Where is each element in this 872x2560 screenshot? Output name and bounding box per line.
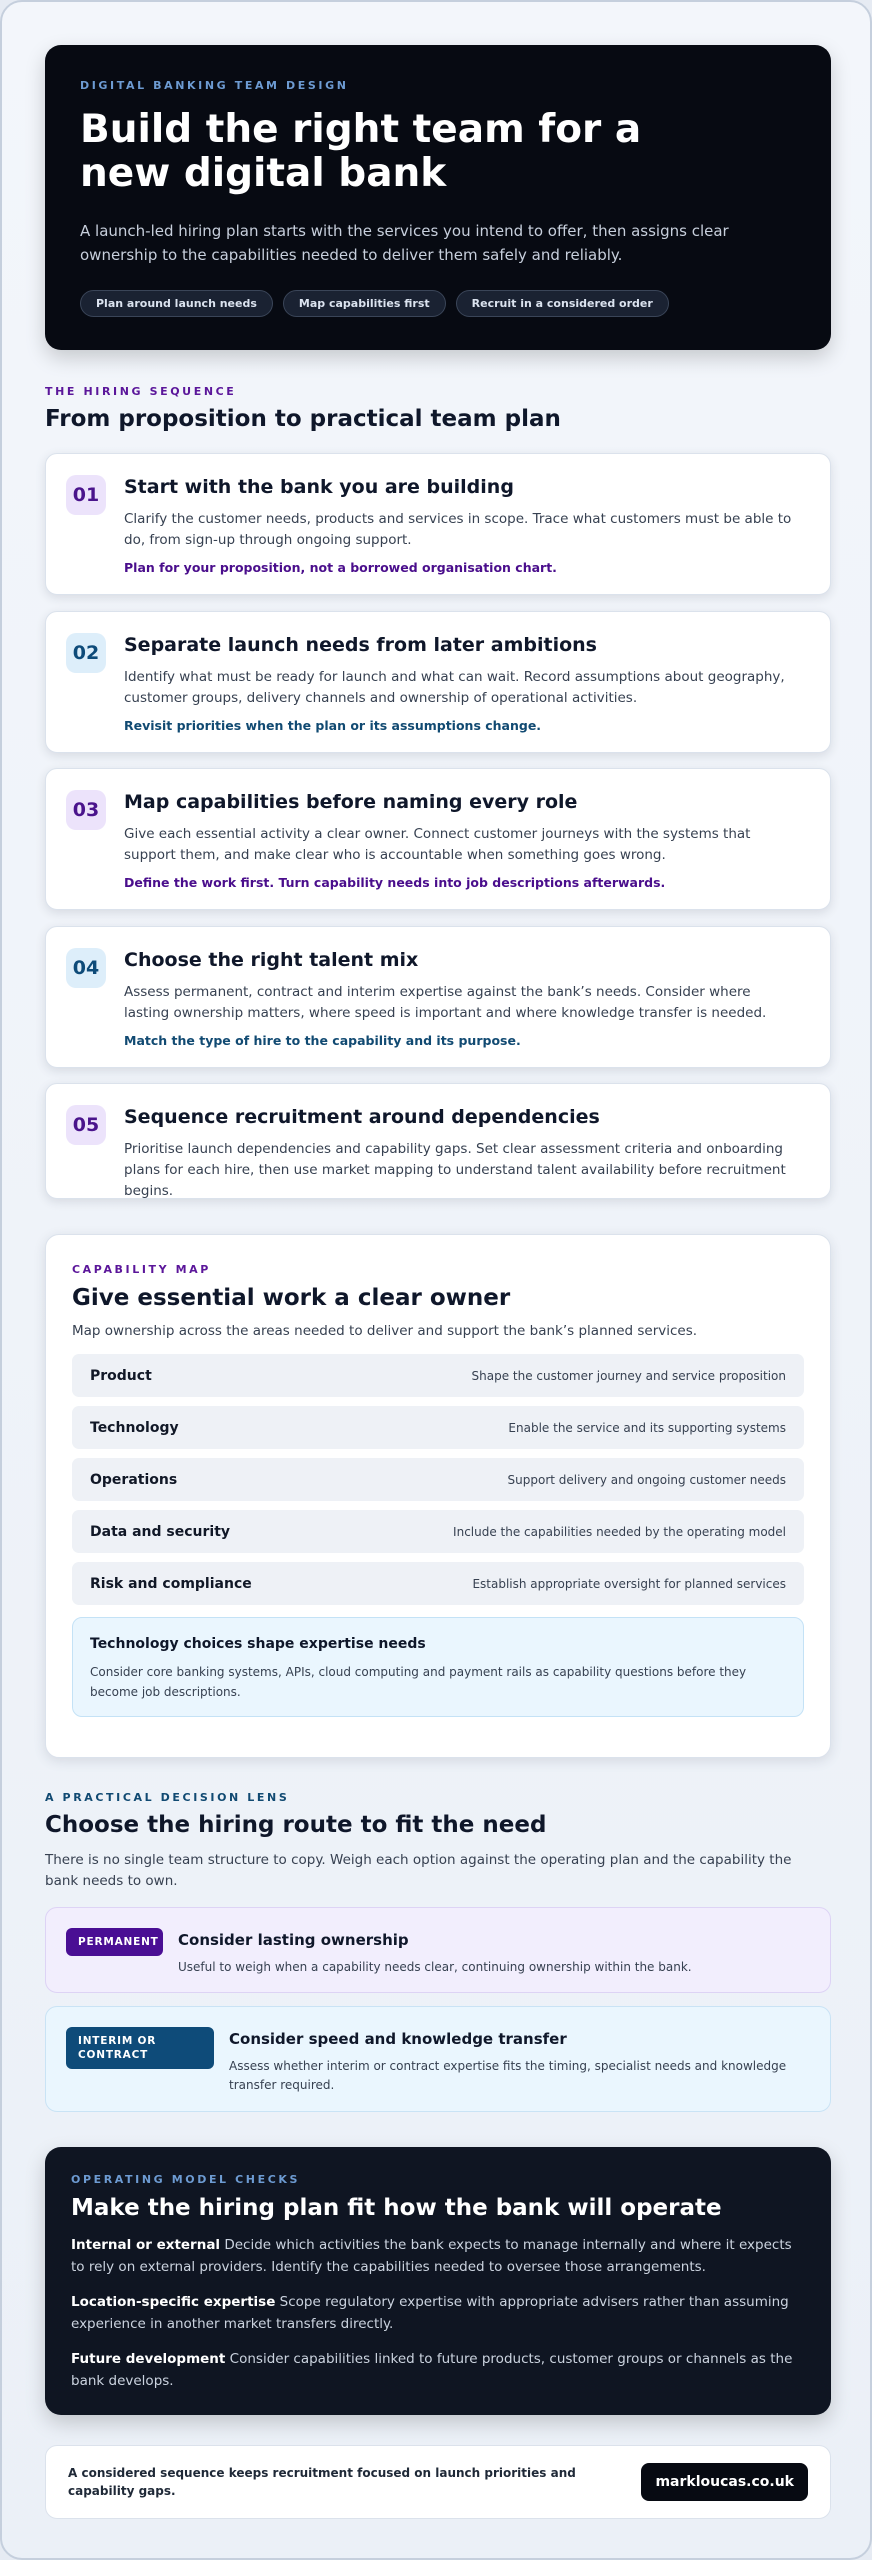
ops-item-text: Decide which activities the bank expects to manage internally and where it expects to rely on external providers. Identify the capabilities needed to oversee those arrangements. (71, 2237, 792, 2275)
capability-desc: Enable the service and its supporting systems (508, 1420, 786, 1435)
ops-item-internal-external (71, 2234, 805, 2278)
capability-desc: Shape the customer journey and service proposition (471, 1368, 786, 1383)
capability-row-data-security (72, 1510, 804, 1553)
step-note: Define the work first. Turn capability needs into job descriptions afterwards. (124, 875, 666, 890)
capability-area: Product (90, 1367, 152, 1384)
capability-desc: Support delivery and ongoing customer needs (507, 1472, 786, 1487)
route-interim-contract (45, 2006, 831, 2112)
ops-item-text: Consider capabilities linked to future products, customer groups or channels as the bank develops. (71, 2351, 793, 2389)
step-card-01 (45, 453, 831, 595)
sequence-eyebrow: THE HIRING SEQUENCE (45, 385, 237, 398)
callout-body: Consider core banking systems, APIs, cloud computing and payment rails as capability questions before they become job descriptions. (90, 1665, 747, 1699)
ops-eyebrow: OPERATING MODEL CHECKS (71, 2173, 301, 2186)
ops-item-text: Scope regulatory expertise with appropriate advisers rather than assuming experience in another market transfers directly. (71, 2294, 789, 2332)
step-note: Match the type of hire to the capability and its purpose. (124, 1033, 521, 1048)
ops-item-label: Location-specific expertise (71, 2294, 276, 2310)
step-title: Separate launch needs from later ambitions (124, 634, 597, 656)
lens-lead: There is no single team structure to copy. Weigh each option against the operating plan and the capability the bank needs to own. (45, 1852, 792, 1889)
route-badge: INTERIM OR CONTRACT (66, 2027, 214, 2069)
sequence-title: From proposition to practical team plan (45, 406, 561, 432)
capability-desc: Establish appropriate oversight for planned services (472, 1576, 786, 1591)
hero-intro: A launch-led hiring plan starts with the services you intend to offer, then assigns clear ownership to the capabilities needed to deliver them safely and reliably. (80, 222, 729, 264)
capability-desc: Include the capabilities needed by the operating model (453, 1524, 786, 1539)
ops-item-label: Internal or external (71, 2237, 221, 2253)
route-content (229, 2027, 810, 2091)
ops-title: Make the hiring plan fit how the bank will operate (71, 2195, 722, 2221)
operating-model-panel (45, 2147, 831, 2415)
step-note: Revisit priorities when the plan or its assumptions change. (124, 718, 542, 733)
route-title: Consider speed and knowledge transfer (229, 2030, 567, 2048)
page-title: Build the right team for a new digital bank (80, 107, 642, 196)
capability-row-risk-compliance (72, 1562, 804, 1605)
lens-title: Choose the hiring route to fit the need (45, 1812, 547, 1838)
step-number: 02 (66, 633, 106, 673)
route-body: Useful to weigh when a capability needs clear, continuing ownership within the bank. (178, 1960, 692, 1974)
footer-message: A considered sequence keeps recruitment focused on launch priorities and capability gaps. (68, 2466, 576, 2498)
route-body: Assess whether interim or contract expertise fits the timing, specialist needs and knowledge transfer required. (229, 2059, 787, 2092)
pill-map-capabilities: Map capabilities first (283, 290, 446, 317)
footer-bar (45, 2445, 831, 2519)
ops-item-future (71, 2348, 805, 2392)
step-title: Start with the bank you are building (124, 476, 514, 498)
capability-row-technology (72, 1406, 804, 1449)
ops-item-location (71, 2291, 805, 2335)
technology-callout (72, 1617, 804, 1717)
step-card-04 (45, 926, 831, 1068)
capability-lead: Map ownership across the areas needed to deliver and support the bank’s planned services. (72, 1323, 698, 1339)
step-number: 05 (66, 1105, 106, 1145)
capability-row-operations (72, 1458, 804, 1501)
capability-eyebrow: CAPABILITY MAP (72, 1263, 211, 1276)
capability-title: Give essential work a clear owner (72, 1285, 511, 1311)
route-content (178, 1928, 692, 1972)
step-number: 04 (66, 948, 106, 988)
route-title: Consider lasting ownership (178, 1931, 409, 1949)
capability-area: Data and security (90, 1523, 231, 1540)
step-number: 01 (66, 475, 106, 515)
step-card-03 (45, 768, 831, 910)
capability-list (72, 1354, 804, 1605)
hero-pills (80, 290, 796, 317)
step-body: Assess permanent, contract and interim expertise against the bank’s needs. Consider where lasting ownership matters, where speed is important and where knowledge transfer is needed. (124, 984, 767, 1021)
step-body: Clarify the customer needs, products and services in scope. Trace what customers must be able to do, from sign-up through ongoing support. (124, 511, 792, 548)
capability-row-product (72, 1354, 804, 1397)
capability-area: Operations (90, 1471, 178, 1488)
callout-title: Technology choices shape expertise needs (90, 1636, 426, 1652)
ops-item-label: Future development (71, 2351, 226, 2367)
step-number: 03 (66, 790, 106, 830)
capability-area: Technology (90, 1419, 179, 1436)
pill-recruit-order: Recruit in a considered order (456, 290, 669, 317)
capability-area: Risk and compliance (90, 1575, 252, 1592)
capability-map-card (45, 1234, 831, 1758)
step-body: Prioritise launch dependencies and capability gaps. Set clear assessment criteria and onboarding plans for each hire, then use market mapping to understand talent availability before recruitment begins. (124, 1141, 786, 1199)
step-body: Identify what must be ready for launch and what can wait. Record assumptions about geography, customer groups, delivery channels and ownership of operational activities. (124, 669, 785, 706)
pill-launch-needs: Plan around launch needs (80, 290, 273, 317)
step-body: Give each essential activity a clear owner. Connect customer journeys with the systems that support them, and make clear who is accountable when something goes wrong. (124, 826, 751, 863)
step-title: Sequence recruitment around dependencies (124, 1106, 600, 1128)
step-card-02 (45, 611, 831, 753)
sequence-heading (45, 385, 831, 432)
route-permanent (45, 1907, 831, 1993)
hero-eyebrow: DIGITAL BANKING TEAM DESIGN (80, 79, 349, 92)
route-badge: PERMANENT (66, 1928, 163, 1956)
website-link-button[interactable]: markloucas.co.uk (641, 2463, 808, 2501)
hero-panel (45, 45, 831, 350)
decision-lens-heading (45, 1791, 831, 1892)
step-note: Plan for your proposition, not a borrowed organisation chart. (124, 560, 557, 575)
step-title: Choose the right talent mix (124, 949, 419, 971)
step-card-05 (45, 1083, 831, 1199)
step-title: Map capabilities before naming every role (124, 791, 578, 813)
lens-eyebrow: A PRACTICAL DECISION LENS (45, 1791, 290, 1804)
